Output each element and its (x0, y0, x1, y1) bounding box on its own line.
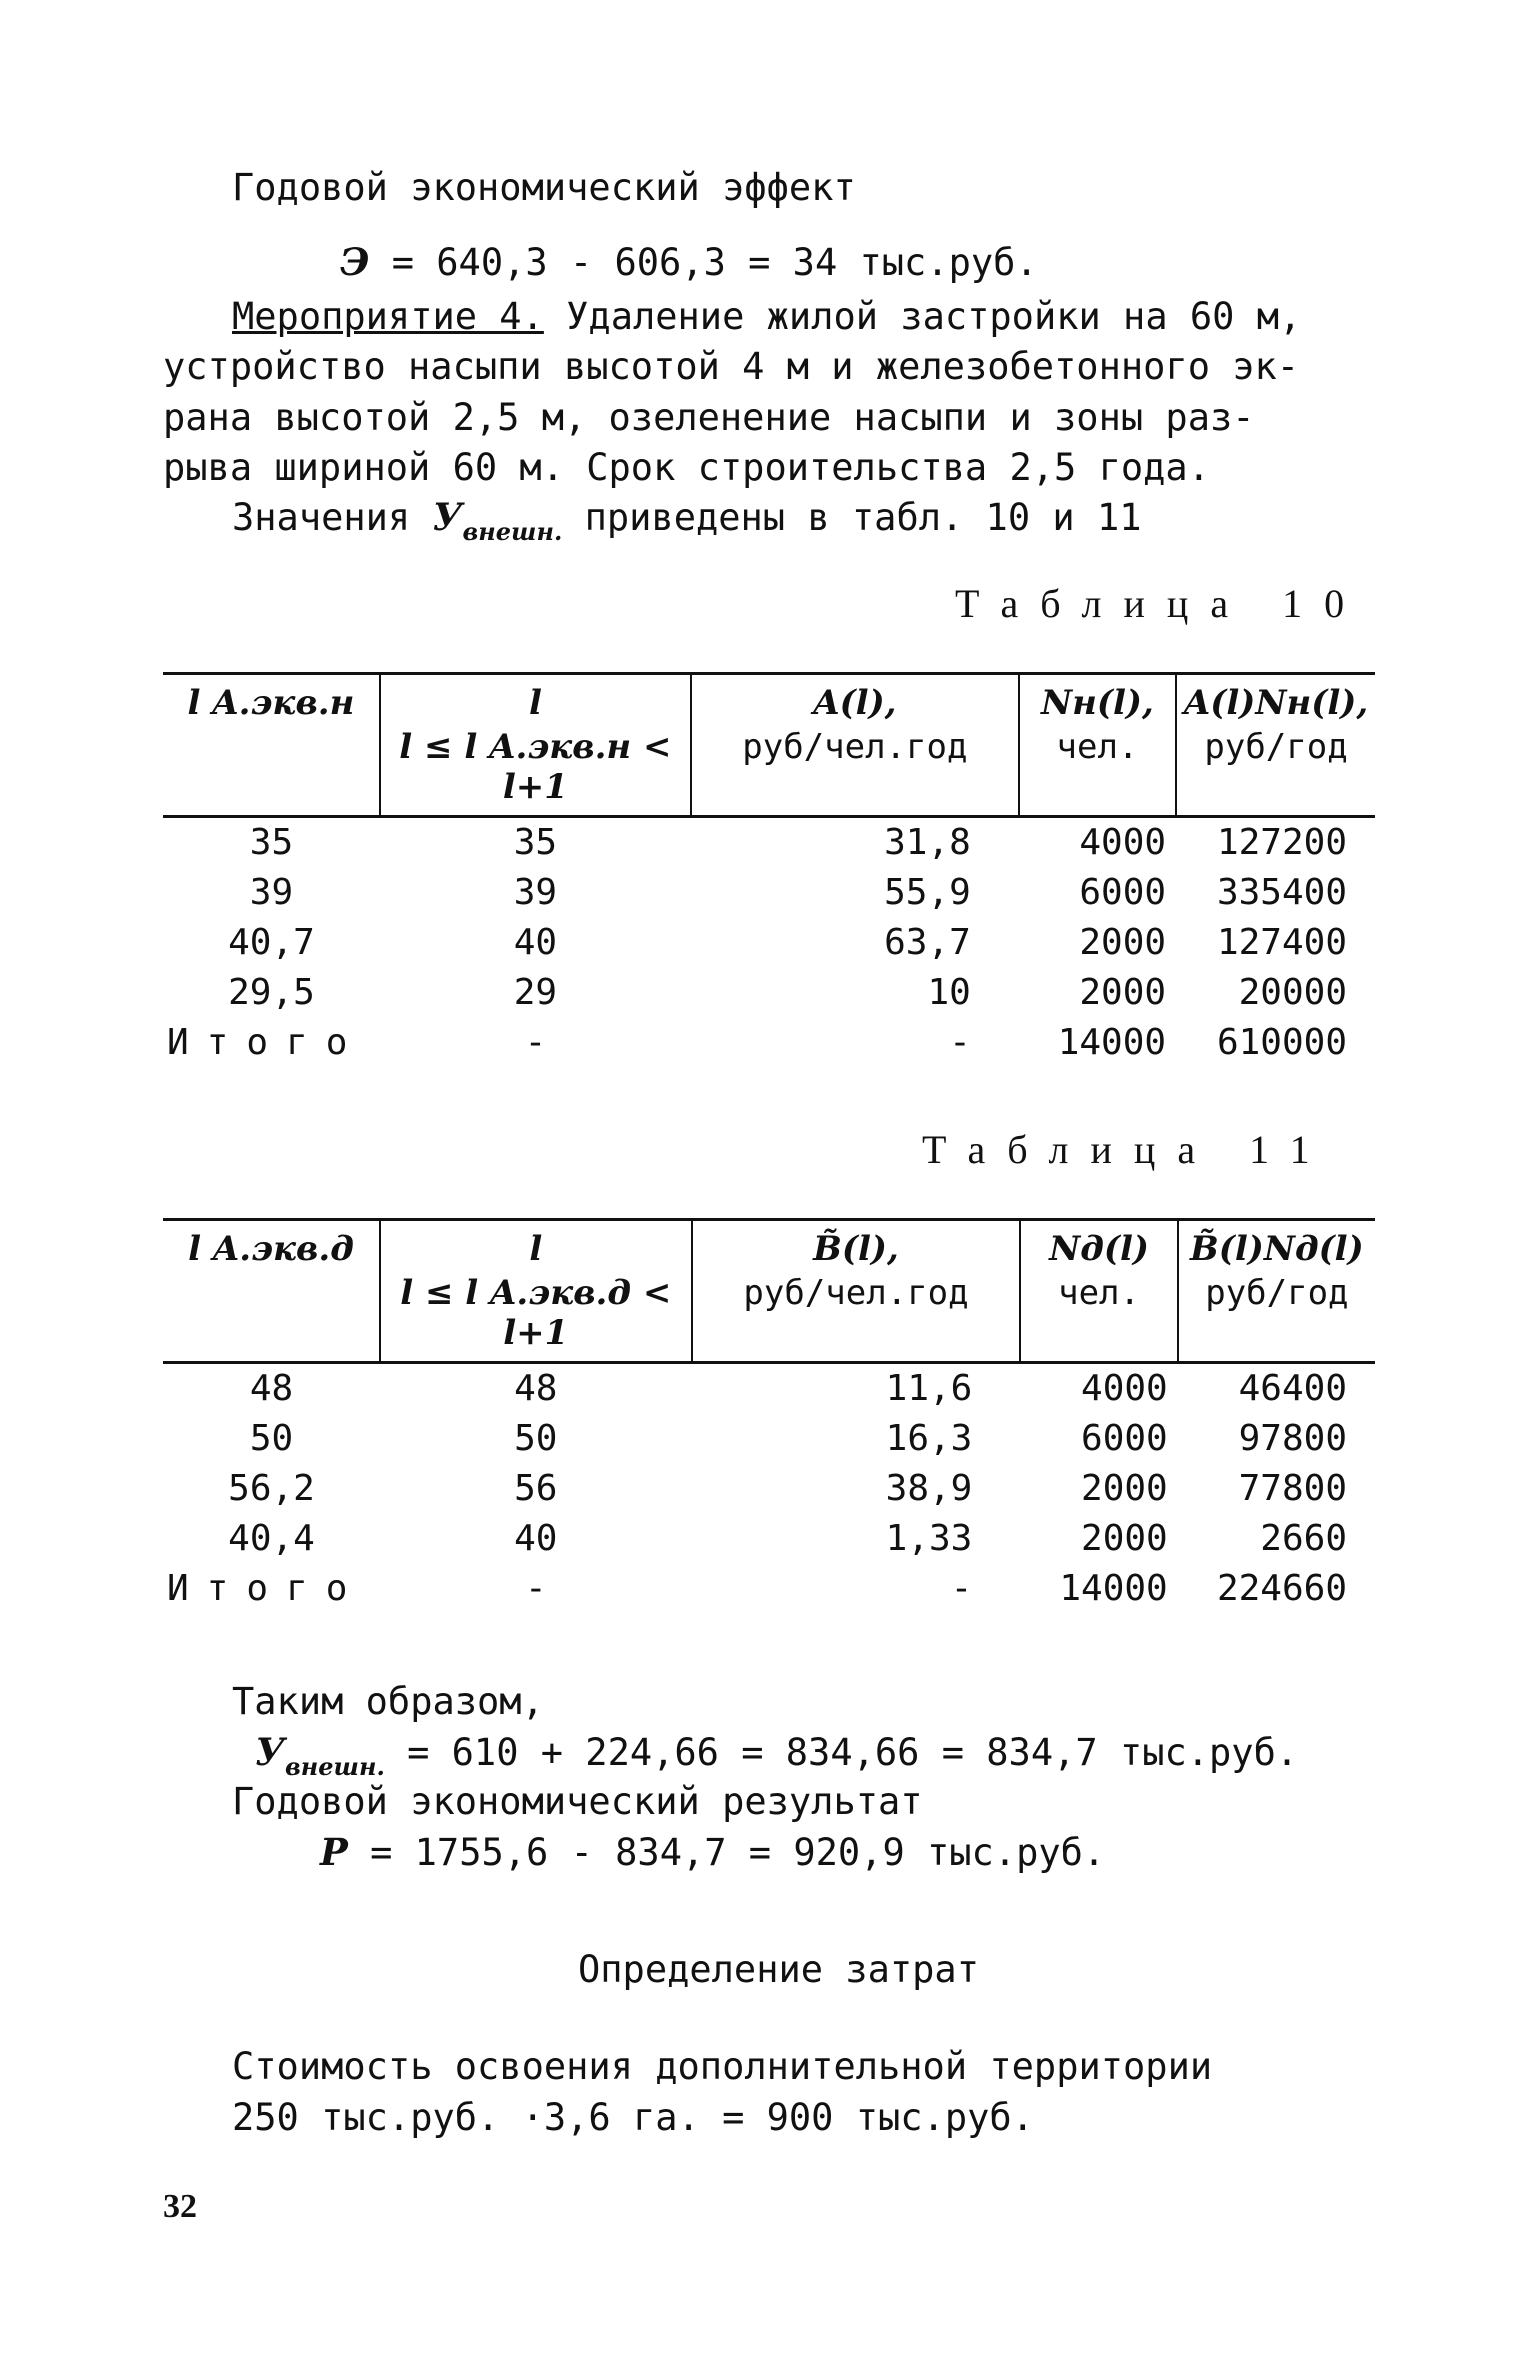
cell: 56 (514, 1468, 558, 1509)
table-row (163, 968, 1375, 1018)
values-line: Значения $У_{внешн.}$ приведены в табл. 10 и 11 (232, 495, 1142, 546)
symbol-e: Э (340, 240, 370, 284)
cell: 6000 (1079, 872, 1167, 913)
text-line: рыва шириной 60 м. Срок строительства 2,5 года. (163, 446, 1210, 489)
table-row (163, 1464, 1375, 1514)
cell: 40 (513, 922, 558, 963)
cell: - (524, 1022, 547, 1063)
cell: 77800 (1238, 1468, 1347, 1509)
cell: 610000 (1216, 1022, 1347, 1063)
cell: 29 (513, 972, 558, 1013)
table-row (163, 817, 1375, 869)
cell: 10 (927, 972, 971, 1013)
cell: 97800 (1238, 1418, 1347, 1459)
cell: 335400 (1216, 872, 1347, 913)
cell: - (949, 1022, 971, 1063)
header-cell: Nд(l) чел. (1020, 1220, 1177, 1363)
cell: 11,6 (885, 1368, 973, 1409)
text-line: Стоимость освоения дополнительной территории (232, 2045, 1213, 2088)
cell: 38,9 (885, 1468, 973, 1509)
cell: 2660 (1260, 1518, 1347, 1559)
cell: 4000 (1079, 822, 1167, 863)
cell: 224660 (1216, 1568, 1347, 1609)
header-cell: B̃(l), руб/чел.год (692, 1220, 1021, 1363)
cell: 40,4 (228, 1518, 315, 1559)
table-total-row (163, 1018, 1375, 1068)
header-cell: l A.экв.д (163, 1220, 380, 1363)
cell: 46400 (1238, 1368, 1347, 1409)
cell: 56,2 (228, 1468, 315, 1509)
cell: 2000 (1081, 1518, 1168, 1559)
header-cell: A(l), руб/чел.год (691, 674, 1019, 817)
measure-4-label: Мероприятие 4. (232, 295, 544, 338)
text-line: Годовой экономический результат (232, 1780, 923, 1823)
table-11-caption: Таблица 11 (922, 1127, 1332, 1172)
cell: 4000 (1081, 1368, 1168, 1409)
cell: 1,33 (885, 1518, 973, 1559)
table-11 (163, 1218, 1375, 1614)
text-line: Годовой экономический эффект (232, 166, 856, 209)
table-10 (163, 672, 1375, 1068)
page-number: 32 (163, 2188, 197, 2225)
text-line: устройство насыпи высотой 4 м и железобетонного эк- (163, 345, 1300, 388)
cell: 55,9 (884, 872, 971, 913)
table-row (163, 1514, 1375, 1564)
cell: 6000 (1081, 1418, 1168, 1459)
text-line: Таким образом, (232, 1680, 544, 1723)
cell: 50 (249, 1418, 294, 1459)
cell: 29,5 (228, 972, 315, 1013)
cell: 20000 (1238, 972, 1347, 1013)
table-row (163, 868, 1375, 918)
cell: Итого (167, 1568, 366, 1609)
formula-effect: Э = 640,3 - 606,3 = 34 тыс.руб. (340, 240, 1038, 284)
cell: Итого (167, 1022, 366, 1063)
header-cell: l l ≤ l A.экв.н < l+1 (380, 674, 691, 817)
header-cell: l A.экв.н (163, 674, 380, 817)
measure-4-line: Мероприятие 4. Удаление жилой застройки на 60 м, (232, 295, 1302, 338)
cell: - (950, 1568, 973, 1609)
table-header (163, 674, 1375, 817)
cell: 14000 (1057, 1022, 1167, 1063)
cell: 40 (514, 1518, 558, 1559)
section-heading: Определение затрат (578, 1948, 979, 1991)
cell: 40,7 (228, 922, 315, 963)
cell: 127400 (1216, 922, 1347, 963)
cell: 50 (514, 1418, 558, 1459)
cell: 31,8 (884, 822, 971, 863)
table-header (163, 1220, 1375, 1363)
table-total-row (163, 1564, 1375, 1614)
cell: 2000 (1079, 922, 1167, 963)
cell: 48 (514, 1368, 558, 1409)
text-line: 250 тыс.руб. ·3,6 га. = 900 тыс.руб. (232, 2096, 1034, 2139)
cell: 39 (513, 872, 558, 913)
cell: 16,3 (885, 1418, 973, 1459)
cell: 127200 (1216, 822, 1347, 863)
header-cell: B̃(l)Nд(l) руб/год (1178, 1220, 1375, 1363)
text-line: рана высотой 2,5 м, озеленение насыпи и зоны раз- (163, 396, 1255, 439)
table-row (163, 1414, 1375, 1464)
formula-external: $У_{внешн.} = 610 + 224,66 = 834,66 = 834,7$ тыс.руб. (255, 1730, 1299, 1781)
cell: 39 (249, 872, 294, 913)
formula-result: Р = 1755,6 - 834,7 = 920,9 тыс.руб. (320, 1830, 1106, 1874)
header-cell: A(l)Nн(l), руб/год (1176, 674, 1375, 817)
header-cell: l l ≤ l A.экв.д < l+1 (380, 1220, 692, 1363)
header-cell: Nн(l), чел. (1019, 674, 1176, 817)
cell: 2000 (1079, 972, 1167, 1013)
cell: 14000 (1059, 1568, 1168, 1609)
cell: - (524, 1568, 547, 1609)
table-10-caption: Таблица 10 (955, 581, 1367, 626)
table-row (163, 918, 1375, 968)
cell: 63,7 (884, 922, 971, 963)
table-row (163, 1363, 1375, 1415)
cell: 35 (249, 822, 294, 863)
cell: 48 (249, 1368, 294, 1409)
cell: 2000 (1081, 1468, 1168, 1509)
cell: 35 (513, 822, 558, 863)
